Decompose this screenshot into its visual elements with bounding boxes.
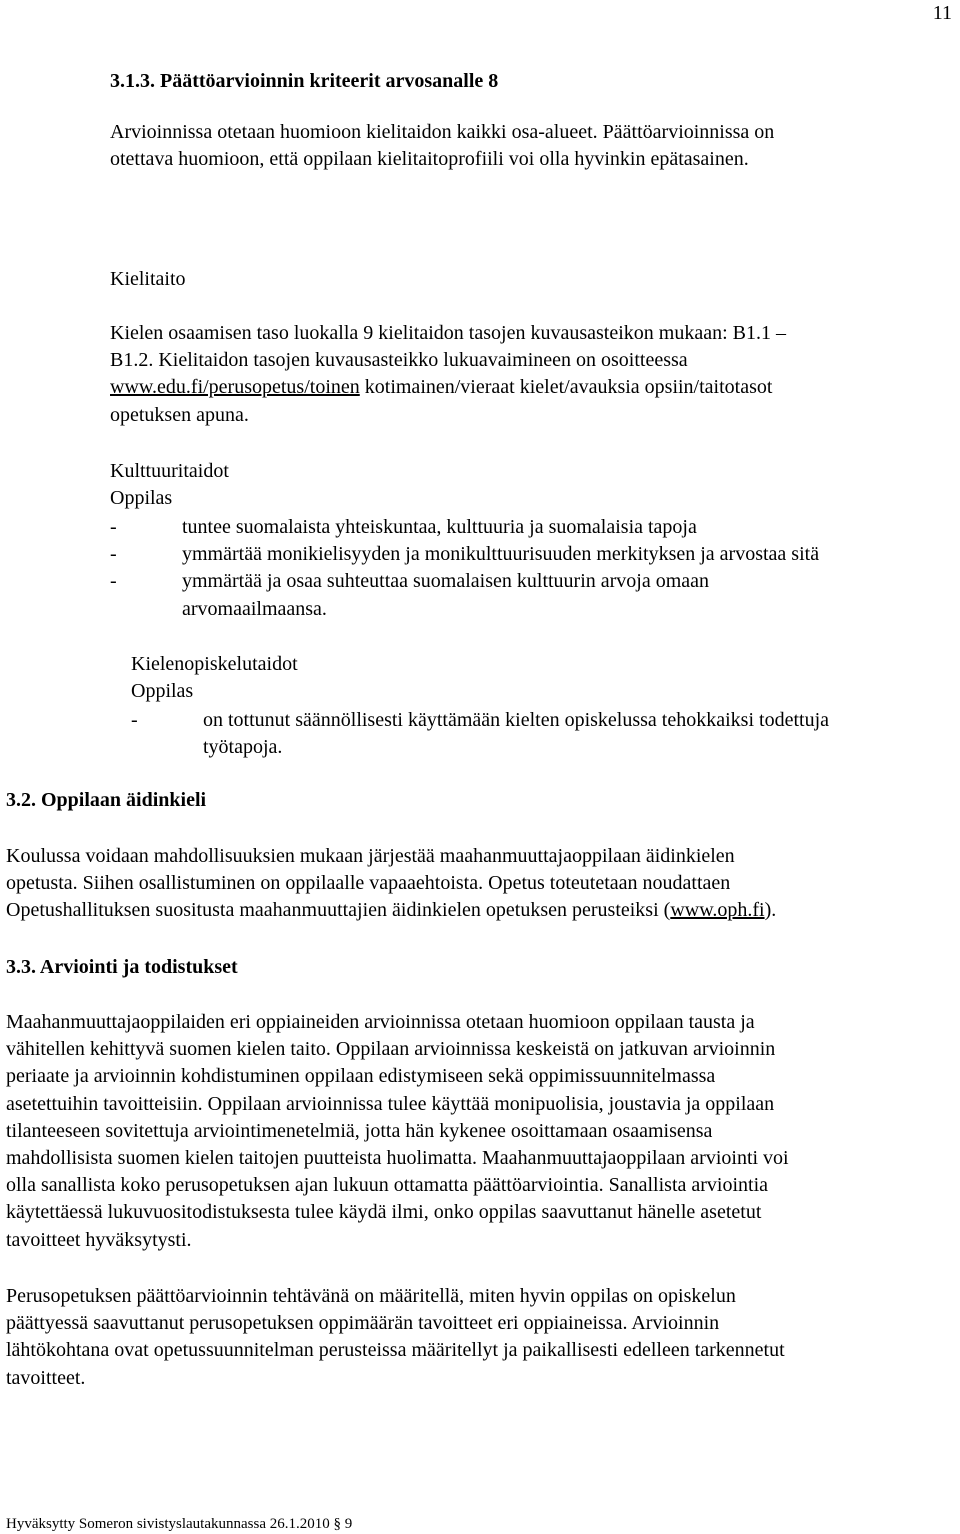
paragraph-line: opetuksen apuna. [110,403,249,426]
list-item-text: tuntee suomalaista yhteiskuntaa, kulttuuria ja suomalaisia tapoja [182,516,697,538]
section-heading-3-3: 3.3. Arviointi ja todistukset [6,956,238,978]
bullet-dash: - [110,543,117,566]
paragraph-line: olla sanallista koko perusopetuksen ajan lukuun ottamatta päättöarviointia. Sanallista arviointia [6,1174,769,1197]
paragraph-line: Arvioinnissa otetaan huomioon kielitaidon kaikki osa-alueet. Päättöarvioinnissa on [110,121,775,143]
kielenopiskelutaidot-subject: Oppilas [131,680,194,702]
paragraph-line: vähitellen kehittyvä suomen kielen taito. Oppilaan arvioinnissa keskeistä on jatkuvan arvioinnin [6,1038,776,1061]
list-item [110,568,819,622]
kulttuuritaidot-list [110,514,819,623]
paragraph-line [110,374,786,401]
bullet-dash: - [131,709,138,731]
list-item [110,541,819,568]
arviointi-paragraph-2 [6,1283,785,1392]
paragraph-line: opetusta. Siihen osallistuminen on oppilaalle vapaaehtoista. Opetus toteutetaan noudattaen [6,872,731,895]
line-text: Opetushallituksen suositusta maahanmuuttajien äidinkielen opetuksen perusteiksi ( [6,899,671,922]
section-heading-3-1-3: 3.1.3. Päättöarvioinnin kriteerit arvosanalle 8 [110,70,499,92]
list-item-continuation: työtapoja. [203,736,283,759]
bullet-dash: - [110,516,117,538]
paragraph-line: mahdollisista suomen kielen taitojen puutteista huolimatta. Maahanmuuttajaoppilaan arviointi voi [6,1147,789,1170]
paragraph-line: lähtökohtana ovat opetussuunnitelman perusteissa määritellyt ja paikallisesti edelleen tarkennetut [6,1339,785,1362]
bullet-dash: - [110,570,117,593]
page-number: 11 [932,2,952,24]
paragraph-line: tavoitteet. [6,1366,86,1389]
paragraph-line: Maahanmuuttajaoppilaiden eri oppiaineiden arvioinnissa otetaan huomioon oppilaan tausta ja [6,1011,755,1033]
paragraph-line: tavoitteet hyväksytysti. [6,1228,192,1251]
list-item-text: ymmärtää ja osaa suhteuttaa suomalaisen kulttuurin arvoja omaan [182,570,710,593]
paragraph-line: Koulussa voidaan mahdollisuuksien mukaan järjestää maahanmuuttajaoppilaan äidinkielen [6,845,735,867]
kielenopiskelutaidot-heading: Kielenopiskelutaidot [131,653,298,675]
paragraph-line: tilanteeseen sovitettuja arviointimenetelmiä, jotta hän kykenee osoittamaan osaamisensa [6,1119,713,1142]
page-footer: Hyväksytty Someron sivistyslautakunnassa 26.1.2010 § 9 [6,1516,353,1532]
paragraph-line: asetettuihin tavoitteisiin. Oppilaan arvioinnissa tulee käyttää monipuolisia, joustavia ja oppilaan [6,1092,775,1115]
list-item [131,707,829,761]
kielitaito-paragraph [110,320,786,429]
list-item [110,514,819,541]
kielenopiskelutaidot-list [131,707,829,761]
kielitaito-heading: Kielitaito [110,268,186,290]
paragraph-line: käytettäessä lukuvuositodistuksesta tulee käydä ilmi, onko oppilas saavuttanut hänelle asetetut [6,1201,762,1224]
section-intro-paragraph [110,119,774,173]
line-text: ). [764,899,777,922]
kulttuuritaidot-heading: Kulttuuritaidot [110,460,229,482]
list-item-text: ymmärtää monikielisyyden ja monikulttuurisuuden merkityksen ja arvostaa sitä [182,543,820,566]
oph-fi-link[interactable]: www.oph.fi [670,899,765,922]
arviointi-paragraph-1 [6,1009,789,1254]
edu-fi-link[interactable]: www.edu.fi/perusopetus/toinen [110,376,360,399]
paragraph-line: B1.2. Kielitaidon tasojen kuvausasteikko lukuavaimineen on osoitteessa [110,349,688,372]
section-heading-3-2: 3.2. Oppilaan äidinkieli [6,789,207,811]
paragraph-line: otettava huomioon, että oppilaan kielitaitoprofiili voi olla hyvinkin epätasainen. [110,148,749,171]
paragraph-line [6,897,776,924]
aidinkieli-paragraph [6,843,776,925]
link-trailing-text: kotimainen/vieraat kielet/avauksia opsiin/taitotasot [359,376,773,399]
kulttuuritaidot-subject: Oppilas [110,487,173,509]
list-item-continuation: arvomaailmaansa. [182,597,327,620]
list-item-text: on tottunut säännöllisesti käyttämään kielten opiskelussa tehokkaiksi todettuja [203,709,829,731]
paragraph-line: Perusopetuksen päättöarvioinnin tehtävänä on määritellä, miten hyvin oppilas on opiskelun [6,1285,736,1307]
paragraph-line: Kielen osaamisen taso luokalla 9 kielitaidon tasojen kuvausasteikon mukaan: B1.1 – [110,322,786,344]
paragraph-line: päättyessä saavuttanut perusopetuksen oppimäärän tavoitteet eri oppiaineissa. Arvioinnin [6,1312,720,1335]
paragraph-line: periaate ja arvioinnin kohdistuminen oppilaan edistymiseen sekä oppimissuunnitelmassa [6,1065,716,1088]
